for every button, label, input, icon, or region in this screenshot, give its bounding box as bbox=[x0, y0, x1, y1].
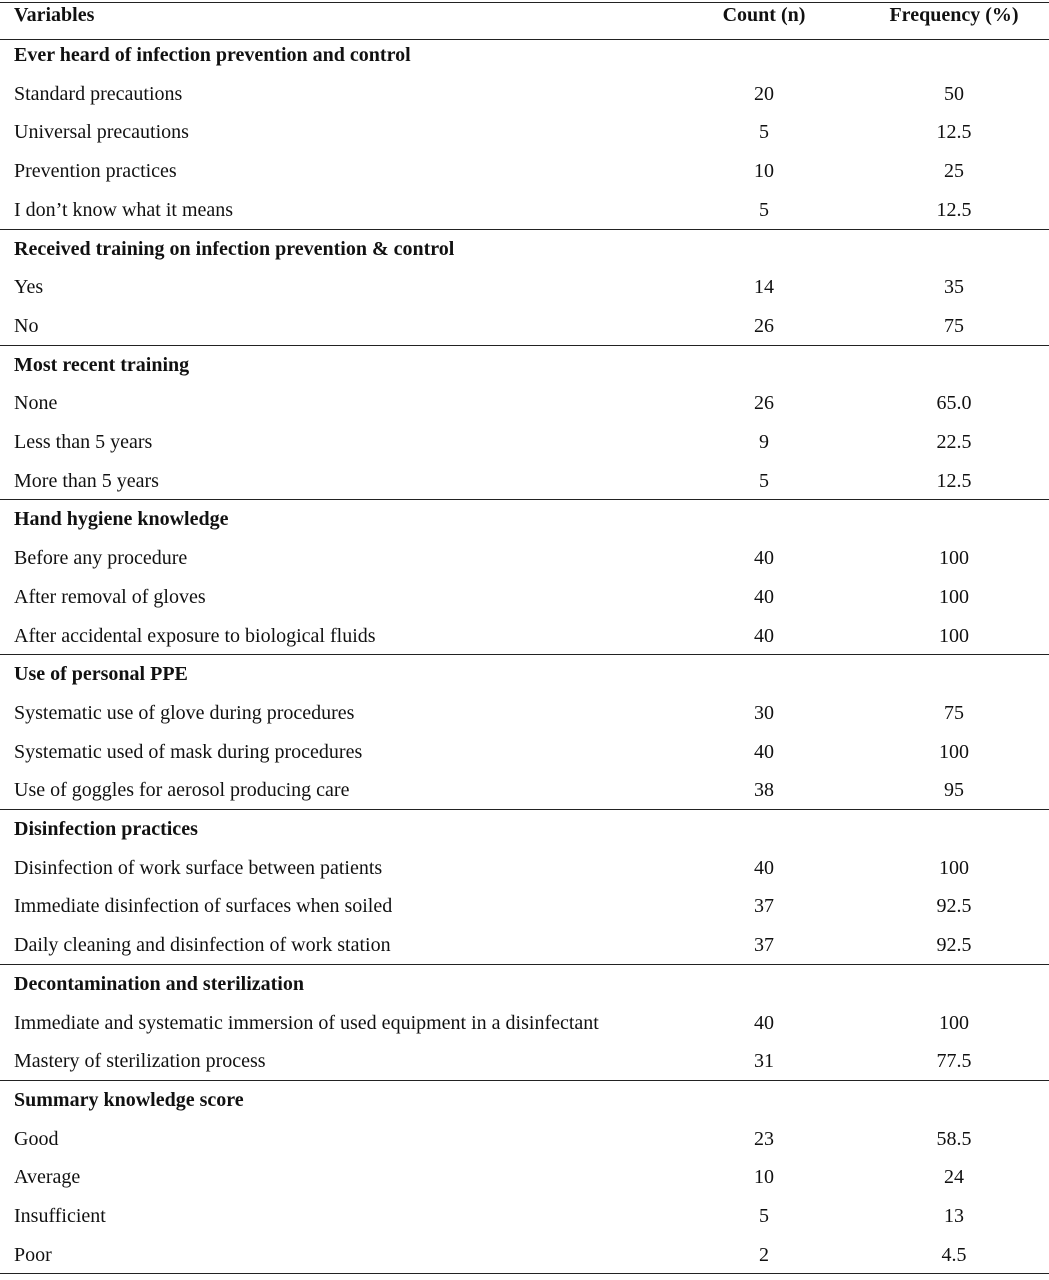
row-label: Yes bbox=[14, 276, 44, 299]
row-count: 31 bbox=[754, 1050, 774, 1073]
row-label: Less than 5 years bbox=[14, 431, 153, 453]
section-rule bbox=[0, 654, 1049, 655]
table-top-rule bbox=[0, 2, 1049, 3]
row-frequency: 100 bbox=[939, 856, 969, 879]
row-frequency: 12.5 bbox=[936, 121, 972, 144]
table-bottom-rule bbox=[0, 1273, 1049, 1274]
row-frequency: 95 bbox=[944, 779, 964, 802]
row-count: 5 bbox=[759, 1205, 769, 1227]
row-label: Mastery of sterilization process bbox=[14, 1050, 266, 1073]
row-count: 10 bbox=[754, 1166, 774, 1189]
row-label: Good bbox=[14, 1127, 59, 1150]
row-count: 10 bbox=[754, 160, 774, 183]
row-frequency: 12.5 bbox=[936, 469, 972, 492]
row-count: 40 bbox=[754, 624, 774, 647]
section-title: Use of personal PPE bbox=[14, 663, 188, 686]
row-frequency: 50 bbox=[944, 82, 964, 105]
row-frequency: 92.5 bbox=[936, 895, 972, 918]
section-title: Hand hygiene knowledge bbox=[14, 508, 229, 531]
section-title: Disinfection practices bbox=[14, 818, 198, 840]
row-label: Immediate and systematic immersion of used equipment in a disinfectant bbox=[14, 1011, 599, 1034]
section-rule bbox=[0, 229, 1049, 230]
row-frequency: 25 bbox=[944, 160, 964, 183]
row-frequency: 100 bbox=[939, 740, 969, 763]
row-count: 30 bbox=[754, 701, 774, 724]
header-count: Count (n) bbox=[722, 4, 806, 26]
row-frequency: 100 bbox=[939, 624, 969, 647]
row-label: Systematic used of mask during procedures bbox=[14, 740, 363, 763]
row-label: After removal of gloves bbox=[14, 585, 206, 608]
section-rule bbox=[0, 964, 1049, 965]
row-label: Universal precautions bbox=[14, 121, 189, 144]
section-title: Decontamination and sterilization bbox=[14, 972, 304, 995]
row-frequency: 77.5 bbox=[936, 1050, 972, 1073]
row-label: Average bbox=[14, 1166, 81, 1189]
row-count: 9 bbox=[759, 431, 769, 453]
row-label: Prevention practices bbox=[14, 160, 177, 183]
row-count: 40 bbox=[754, 740, 774, 763]
row-frequency: 100 bbox=[939, 1011, 969, 1034]
row-label: After accidental exposure to biological fluids bbox=[14, 624, 376, 647]
section-title: Most recent training bbox=[14, 353, 190, 376]
row-frequency: 35 bbox=[944, 276, 964, 299]
row-frequency: 12.5 bbox=[936, 198, 972, 221]
row-count: 14 bbox=[754, 276, 774, 299]
row-count: 40 bbox=[754, 1011, 774, 1034]
row-label: Disinfection of work surface between patients bbox=[14, 856, 383, 879]
row-frequency: 92.5 bbox=[936, 934, 972, 957]
row-label: Poor bbox=[14, 1243, 52, 1266]
row-count: 5 bbox=[759, 469, 769, 492]
row-count: 26 bbox=[754, 392, 774, 415]
row-frequency: 100 bbox=[939, 585, 969, 608]
row-count: 40 bbox=[754, 856, 774, 879]
row-label: More than 5 years bbox=[14, 469, 159, 492]
row-label: None bbox=[14, 392, 58, 415]
header-rule bbox=[0, 39, 1049, 40]
row-frequency: 13 bbox=[944, 1205, 964, 1227]
row-label: Systematic use of glove during procedures bbox=[14, 701, 355, 724]
row-count: 40 bbox=[754, 585, 774, 608]
section-rule bbox=[0, 1080, 1049, 1081]
row-label: Insufficient bbox=[14, 1205, 106, 1227]
row-count: 20 bbox=[754, 82, 774, 105]
row-count: 5 bbox=[759, 198, 769, 221]
row-count: 26 bbox=[754, 314, 774, 337]
row-frequency: 24 bbox=[944, 1166, 964, 1189]
header-frequency: Frequency (%) bbox=[889, 4, 1019, 26]
row-label: I don’t know what it means bbox=[14, 198, 234, 221]
row-label: Standard precautions bbox=[14, 82, 183, 105]
row-label: No bbox=[14, 314, 39, 337]
row-frequency: 65.0 bbox=[936, 392, 972, 415]
row-frequency: 75 bbox=[944, 314, 964, 337]
row-count: 2 bbox=[759, 1243, 769, 1266]
row-frequency: 100 bbox=[939, 547, 969, 570]
row-label: Use of goggles for aerosol producing care bbox=[14, 779, 350, 802]
header-variables: Variables bbox=[14, 4, 95, 26]
row-count: 5 bbox=[759, 121, 769, 144]
row-frequency: 58.5 bbox=[936, 1127, 972, 1150]
section-rule bbox=[0, 345, 1049, 346]
section-rule bbox=[0, 499, 1049, 500]
row-frequency: 22.5 bbox=[936, 431, 972, 453]
row-count: 37 bbox=[754, 895, 774, 918]
row-count: 40 bbox=[754, 547, 774, 570]
row-label: Daily cleaning and disinfection of work station bbox=[14, 934, 391, 957]
row-label: Before any procedure bbox=[14, 547, 188, 570]
row-frequency: 4.5 bbox=[941, 1243, 967, 1266]
row-frequency: 75 bbox=[944, 701, 964, 724]
section-title: Ever heard of infection prevention and control bbox=[14, 44, 411, 66]
row-label: Immediate disinfection of surfaces when soiled bbox=[14, 895, 393, 918]
row-count: 23 bbox=[754, 1127, 774, 1150]
row-count: 37 bbox=[754, 934, 774, 957]
section-title: Summary knowledge score bbox=[14, 1088, 244, 1111]
section-rule bbox=[0, 809, 1049, 810]
section-title: Received training on infection prevention & control bbox=[14, 237, 455, 260]
row-count: 38 bbox=[754, 779, 774, 802]
